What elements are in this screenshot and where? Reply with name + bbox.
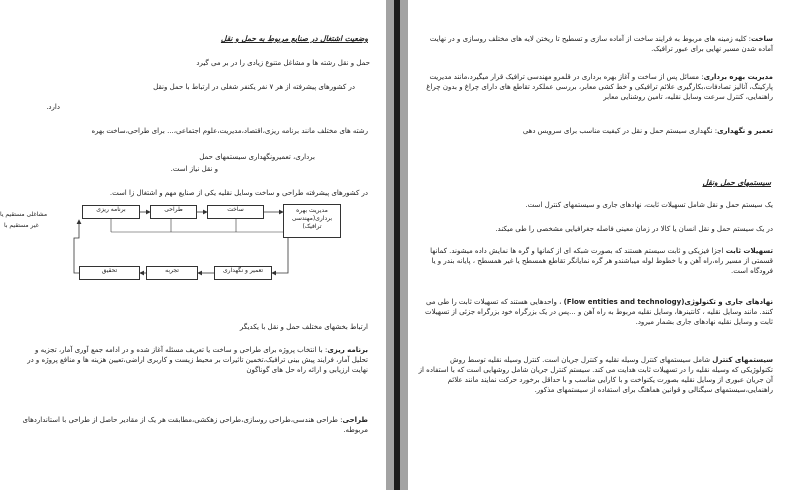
def-planning-text: : با انتخاب پروژه برای طراحی و ساخت یا تعریف مسئله آغاز شده و در ادامه جمع آوری آمار، تجزیه و تحلیل آمار، فرایند پیش بینی ترافیک،تخمین تاثیرات بر محیط زیست و کاربری اراضی،تعیین هزینه ها و منافع پروژه و در نهایت ارزیابی و ارائه راه حل های گوناگون xyxy=(27,346,368,374)
box-planning: برنامه ریزی xyxy=(82,205,140,219)
left-para-1: حمل و نقل رشته ها و مشاغل متنوع زیادی را در بر می گیرد xyxy=(196,59,370,67)
left-para-4: در کشورهای پیشرفته طراحی و ساخت وسایل نقلیه یکی از صنایع مهم و اشتغال زا است. xyxy=(109,189,368,197)
control-systems-term: سیستمهای کنترل xyxy=(712,356,773,364)
left-para-2-end: دارد. xyxy=(46,103,60,111)
def-design-term: طراحی xyxy=(342,416,368,424)
box-research: تحقیق xyxy=(79,266,140,280)
def-operation-text: : مسائل پس از ساخت و آغاز بهره برداری در قلمرو مهندسی ترافیک قرار میگیرد،مانند مدیریت پارکینگ، آنالیز تصادفات،بکارگیری علائم ترافیکی و خط کشی معابر، بررسی عملکرد تقاطع های دارای چراغ و بدون چراغ راهنمایی، کنترل سرعت وسایل نقلیه، تامین روشنایی معابر xyxy=(426,73,773,101)
page-edge xyxy=(394,0,400,490)
box-operation: مدیریت بهره برداری(مهندسی ترافیک) xyxy=(283,204,341,238)
flow-entities-term: نهادهای جاری و تکنولوژی(Flow entities and technology) xyxy=(563,298,773,306)
box-build: ساخت xyxy=(207,205,264,219)
left-para-3a: رشته های مختلف مانند برنامه ریزی،اقتصاد،مدیریت،علوم اجتماعی،... برای طراحی،ساخت بهره xyxy=(91,127,368,135)
page-gutter xyxy=(386,0,408,490)
left-para-3c: و نقل نیاز است. xyxy=(170,165,218,173)
diagram-caption: ارتباط بخشهای مختلف حمل و نقل با یکدیگر xyxy=(239,323,368,331)
section-title: سیستمهای حمل ونقل xyxy=(702,178,771,187)
def-design xyxy=(20,415,368,435)
control-systems-text: شامل سیستمهای کنترل وسیله نقلیه و کنترل جریان است. کنترل وسیله نقلیه توسط روش تکنولوژیکی که وسیله نقلیه را در تسهیلات ثابت هدایت می کند. سیستم کنترل جریان شامل روشهایی است که با استفاده از آن جریان عبوری از وسایل نقلیه بصورت یکنواخت و با کارایی مناسب و با حداقل برخورد حرکت نمایند مانند علائم راهنمایی،سیستمهای سیگنالی و قوانین هماهنگ برای استفاده از سیستمهای مذکور. xyxy=(418,356,773,394)
fixed-facilities-text: اجزا فیزیکی و ثابت سیستم هستند که بصورت شبکه ای از کمانها و گره ها نمایش داده میشوند. کمانها قسمتی از مسیر راه،راه آهن و یا خطوط لوله میباشندو هر گره نمایانگر تقاطع همسطح یا غیر همسطح ، پایانه بندر و یا فرودگاه است. xyxy=(430,247,773,275)
left-page-title: وضعیت اشتغال در صنایع مربوط به حمل و نقل xyxy=(220,34,368,43)
left-page xyxy=(0,0,386,490)
arrow-operation-maintenance xyxy=(272,238,288,273)
left-para-2: در کشورهای پیشرفته از هر ۷ نفر یکنفر شغلی در ارتباط با حمل ونقل xyxy=(153,83,355,91)
flow-entities-text: ، واحدهایی هستند که تسهیلات ثابت را طی می کنند. مانند وسایل نقلیه ، کانتینرها، وسایل نقلیه مربوط به راه آهن و ...پس در یک بزرگراه خود بزرگراه جزئی از تسهیلات ثابت و وسایل نقلیه نهادهای جاری بشمار میرود. xyxy=(425,298,773,326)
def-maintenance-term: تعمیر و نگهداری xyxy=(717,127,773,135)
left-para-3b: برداری، تعمیرونگهداری سیستمهای حمل xyxy=(199,153,315,161)
box-maintenance: تعمیر و نگهداری xyxy=(214,266,272,280)
box-experience: تجربه xyxy=(146,266,198,280)
def-operation xyxy=(418,72,773,102)
control-systems xyxy=(418,355,773,395)
sys-para-1: یک سیستم حمل و نقل شامل تسهیلات ثابت، نهادهای جاری و سیستمهای کنترل است. xyxy=(525,201,773,209)
def-maintenance xyxy=(418,126,773,136)
box-design: طراحی xyxy=(150,205,197,219)
def-build-term: ساخت xyxy=(751,35,773,43)
def-planning xyxy=(20,345,368,375)
right-page xyxy=(408,0,791,490)
def-planning-term: برنامه ریزی xyxy=(327,346,368,354)
sys-para-2: در یک سیستم حمل و نقل انسان یا کالا در زمان معینی فاصله جغرافیایی مشخصی را طی میکند. xyxy=(495,225,773,233)
fixed-facilities xyxy=(418,246,773,276)
fixed-facilities-term: تسهیلات ثابت xyxy=(725,247,773,255)
def-operation-term: مدیریت بهره برداری xyxy=(703,73,773,81)
def-build xyxy=(418,34,773,54)
def-design-text: : طراحی هندسی،طراحی روسازی،طراحی زهکشی،مطابقت هر یک از مقادیر حاصل از طراحی با استانداردهای مربوطه. xyxy=(22,416,368,434)
def-build-text: : کلیه زمینه های مربوط به فرایند ساخت از آماده سازی و تسطیح تا ریختن لایه های مختلف روسازی و در نهایت آماده شدن مسیر نهایی برای عبور ترافیک. xyxy=(429,35,773,53)
diagram-side-label-1: مشاغلی مستقیم یا xyxy=(0,211,48,218)
flow-entities xyxy=(418,297,773,327)
def-maintenance-text: : نگهداری سیستم حمل و نقل در کیفیت مناسب برای سرویس دهی xyxy=(522,127,718,135)
diagram-side-label-2: غیر مستقیم با xyxy=(4,222,39,229)
